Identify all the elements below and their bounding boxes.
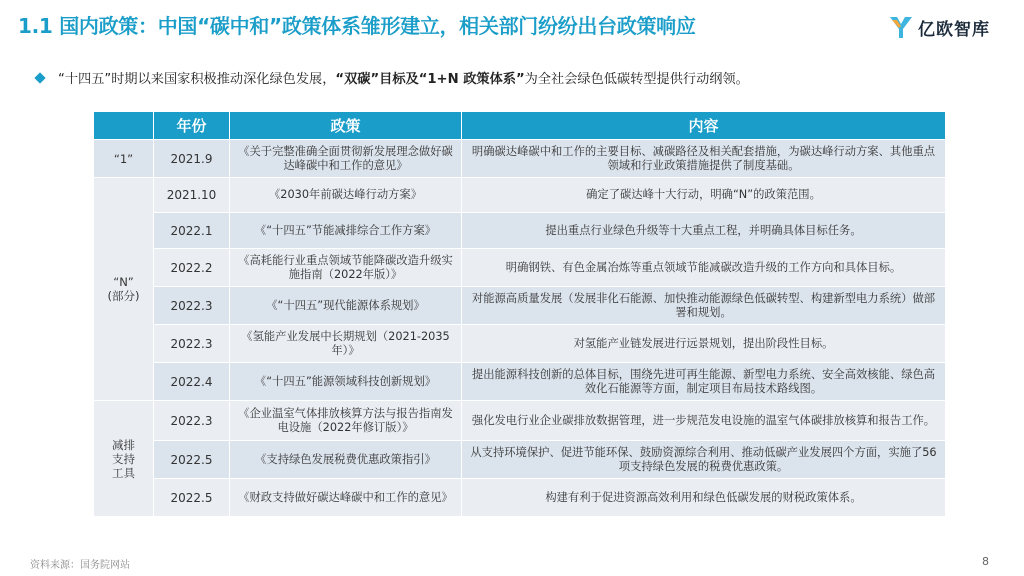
policy-cell: 《氢能产业发展中长期规划（2021-2035年）》 [230,325,462,363]
header-content: 内容 [462,112,946,140]
table-row [94,363,946,401]
policy-cell: 《“十四五”现代能源体系规划》 [230,287,462,325]
content-cell: 从支持环境保护、促进节能环保、鼓励资源综合利用、推动低碳产业发展四个方面，实施了56项支持绿色发展的税费优惠政策。 [462,441,946,479]
policy-cell: 《企业温室气体排放核算方法与报告指南发电设施（2022年修订版）》 [230,401,462,441]
group-tools-label-1: 减排 [112,437,135,452]
content-cell: 提出重点行业绿色升级等十大重点工程，并明确具体目标任务。 [462,213,946,249]
content-cell: 对能源高质量发展（发展非化石能源、加快推动能源绿色低碳转型、构建新型电力系统）做部署和规划。 [462,287,946,325]
policy-cell: 《高耗能行业重点领域节能降碳改造升级实施指南（2022年版）》 [230,249,462,287]
year-cell: 2022.4 [154,363,230,401]
year-cell: 2022.3 [154,325,230,363]
year-cell: 2022.5 [154,479,230,517]
intro-text-part2: 为全社会绿色低碳转型提供行动纲领。 [524,72,749,87]
content-cell: 强化发电行业企业碳排放数据管理，进一步规范发电设施的温室气体碳排放核算和报告工作。 [462,401,946,441]
table-row [94,287,946,325]
header-policy: 政策 [230,112,462,140]
group-one-cell: “1” [94,140,154,178]
logo [888,14,990,40]
year-cell: 2022.2 [154,249,230,287]
content-cell: 构建有利于促进资源高效利用和绿色低碳发展的财税政策体系。 [462,479,946,517]
policy-table [93,111,946,517]
year-cell: 2021.10 [154,178,230,213]
content-cell: 确定了碳达峰十大行动，明确“N”的政策范围。 [462,178,946,213]
group-n-cell [94,178,154,401]
policy-cell: 《2030年前碳达峰行动方案》 [230,178,462,213]
logo-text: 亿欧智库 [918,19,990,40]
policy-cell: 《财政支持做好碳达峰碳中和工作的意见》 [230,479,462,517]
group-n-label: “N” [113,275,134,289]
content-cell: 明确碳达峰碳中和工作的主要目标、减碳路径及相关配套措施，为碳达峰行动方案、其他重点领域和行业政策措施提供了制度基础。 [462,140,946,178]
year-cell: 2022.3 [154,287,230,325]
content-cell: 对氢能产业链发展进行远景规划，提出阶段性目标。 [462,325,946,363]
yiou-logo-icon [888,14,914,40]
header-year: 年份 [154,112,230,140]
source-note: 资料来源：国务院网站 [30,560,130,571]
page-number: 8 [982,555,989,568]
table-row [94,178,946,213]
year-cell: 2022.3 [154,401,230,441]
header-group [94,112,154,140]
group-tools-label-3: 工具 [112,465,135,480]
content-cell: 提出能源科技创新的总体目标，围绕先进可再生能源、新型电力系统、安全高效核能、绿色高效化石能源等方面，制定项目布局技术路线图。 [462,363,946,401]
group-n-sublabel: (部分) [107,289,140,303]
policy-cell: 《“十四五”能源领域科技创新规划》 [230,363,462,401]
diamond-bullet-icon [34,72,45,83]
policy-cell: 《关于完整准确全面贯彻新发展理念做好碳达峰碳中和工作的意见》 [230,140,462,178]
year-cell: 2021.9 [154,140,230,178]
table-row [94,213,946,249]
policy-cell: 《支持绿色发展税费优惠政策指引》 [230,441,462,479]
table-row [94,479,946,517]
intro-bullet [36,68,749,87]
table-row [94,325,946,363]
table-row [94,401,946,441]
intro-text-bold: “双碳”目标及“1+N 政策体系” [335,72,525,87]
year-cell: 2022.5 [154,441,230,479]
table-row [94,140,946,178]
year-cell: 2022.1 [154,213,230,249]
intro-text-part1: “十四五”时期以来国家积极推动深化绿色发展， [58,72,336,87]
table-row [94,441,946,479]
group-tools-label-2: 支持 [112,451,135,466]
table-header-row [94,112,946,140]
page-title: 1.1 国内政策：中国“碳中和”政策体系雏形建立，相关部门纷纷出台政策响应 [18,14,696,38]
policy-cell: 《“十四五”节能减排综合工作方案》 [230,213,462,249]
group-tools-cell [94,401,154,517]
table-row [94,249,946,287]
content-cell: 明确钢铁、有色金属冶炼等重点领域节能减碳改造升级的工作方向和具体目标。 [462,249,946,287]
